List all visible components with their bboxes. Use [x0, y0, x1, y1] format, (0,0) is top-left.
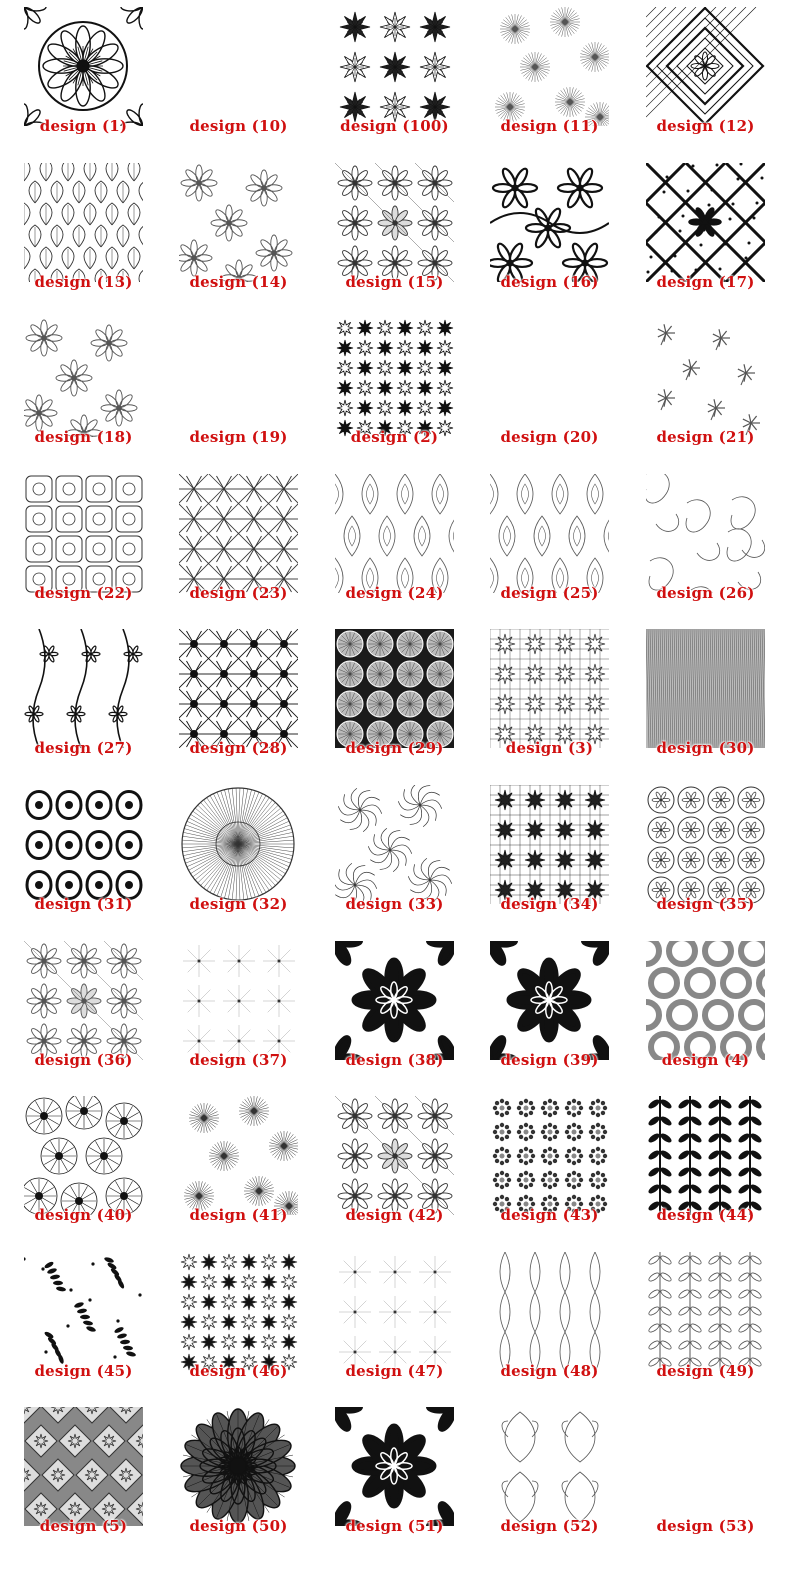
- design-label: design (32): [189, 895, 288, 913]
- pattern-thumbnail[interactable]: [335, 785, 454, 904]
- gallery-item-design-34[interactable]: [466, 778, 621, 933]
- pattern-image: [335, 7, 454, 126]
- gallery-item-design-39[interactable]: [466, 934, 621, 1089]
- gallery-item-design-35[interactable]: [622, 778, 777, 933]
- gallery-item-design-26[interactable]: [622, 467, 777, 622]
- pattern-image: [24, 941, 143, 1060]
- design-label: design (19): [189, 428, 288, 446]
- pattern-thumbnail[interactable]: [335, 1407, 454, 1526]
- gallery-item-design-47[interactable]: [311, 1245, 466, 1400]
- design-label: design (25): [500, 584, 599, 602]
- gallery-item-design-10[interactable]: [155, 0, 310, 155]
- design-label: design (53): [656, 1517, 755, 1535]
- design-label: design (26): [656, 584, 755, 602]
- pattern-thumbnail[interactable]: [335, 941, 454, 1060]
- pattern-image: [179, 1096, 298, 1215]
- gallery-item-design-2[interactable]: [311, 311, 466, 466]
- pattern-thumbnail[interactable]: [24, 318, 143, 437]
- pattern-thumbnail[interactable]: [646, 785, 765, 904]
- gallery-item-design-20[interactable]: [466, 311, 621, 466]
- design-label: design (15): [345, 273, 444, 291]
- gallery-item-design-31[interactable]: [0, 778, 155, 933]
- pattern-image: [179, 163, 298, 282]
- design-label: design (22): [34, 584, 133, 602]
- design-label: design (10): [189, 117, 288, 135]
- pattern-thumbnail[interactable]: [335, 163, 454, 282]
- design-label: design (17): [656, 273, 755, 291]
- pattern-image: [335, 785, 454, 904]
- gallery-item-design-3[interactable]: [466, 622, 621, 777]
- design-label: design (28): [189, 739, 288, 757]
- design-label: design (38): [345, 1051, 444, 1069]
- pattern-thumbnail[interactable]: [179, 318, 298, 437]
- design-label: design (52): [500, 1517, 599, 1535]
- pattern-image: [490, 474, 609, 593]
- pattern-image: [24, 474, 143, 593]
- pattern-image: [179, 629, 298, 748]
- pattern-thumbnail[interactable]: [24, 1407, 143, 1526]
- design-label: design (51): [345, 1517, 444, 1535]
- pattern-image: [490, 163, 609, 282]
- pattern-image: [179, 941, 298, 1060]
- design-label: design (34): [500, 895, 599, 913]
- design-label: design (41): [189, 1206, 288, 1224]
- gallery-item-design-38[interactable]: [311, 934, 466, 1089]
- pattern-thumbnail[interactable]: [179, 629, 298, 748]
- pattern-image: [179, 7, 298, 126]
- gallery-item-design-36[interactable]: [0, 934, 155, 1089]
- gallery-item-design-33[interactable]: [311, 778, 466, 933]
- pattern-image: [335, 1096, 454, 1215]
- pattern-thumbnail[interactable]: [179, 941, 298, 1060]
- pattern-thumbnail[interactable]: [490, 318, 609, 437]
- gallery-item-design-40[interactable]: [0, 1089, 155, 1244]
- gallery-item-design-14[interactable]: [155, 156, 310, 311]
- gallery-item-design-12[interactable]: [622, 0, 777, 155]
- pattern-image: [24, 629, 143, 748]
- design-label: design (40): [34, 1206, 133, 1224]
- pattern-image: [24, 318, 143, 437]
- pattern-thumbnail[interactable]: [646, 629, 765, 748]
- pattern-image: [179, 474, 298, 593]
- pattern-image: [490, 1252, 609, 1371]
- design-label: design (29): [345, 739, 444, 757]
- pattern-thumbnail[interactable]: [335, 474, 454, 593]
- gallery-item-design-13[interactable]: [0, 156, 155, 311]
- gallery-item-design-42[interactable]: [311, 1089, 466, 1244]
- pattern-image: [490, 1096, 609, 1215]
- design-label: design (42): [345, 1206, 444, 1224]
- gallery-item-design-46[interactable]: [155, 1245, 310, 1400]
- design-label: design (35): [656, 895, 755, 913]
- pattern-thumbnail[interactable]: [179, 1096, 298, 1215]
- gallery-item-design-37[interactable]: [155, 934, 310, 1089]
- pattern-thumbnail[interactable]: [490, 474, 609, 593]
- design-label: design (2): [350, 428, 439, 446]
- design-label: design (14): [189, 273, 288, 291]
- pattern-image: [335, 629, 454, 748]
- pattern-thumbnail[interactable]: [646, 318, 765, 437]
- pattern-thumbnail[interactable]: [490, 1252, 609, 1371]
- pattern-image: [490, 785, 609, 904]
- gallery-item-design-1[interactable]: [0, 0, 155, 155]
- pattern-image: [490, 1407, 609, 1526]
- pattern-thumbnail[interactable]: [179, 7, 298, 126]
- pattern-thumbnail[interactable]: [24, 941, 143, 1060]
- pattern-thumbnail[interactable]: [646, 1252, 765, 1371]
- pattern-image: [179, 785, 298, 904]
- gallery-item-design-11[interactable]: [466, 0, 621, 155]
- gallery-item-design-5[interactable]: [0, 1400, 155, 1555]
- design-label: design (33): [345, 895, 444, 913]
- pattern-image: [490, 7, 609, 126]
- gallery-item-design-24[interactable]: [311, 467, 466, 622]
- pattern-image: [646, 941, 765, 1060]
- pattern-thumbnail[interactable]: [646, 941, 765, 1060]
- gallery-item-design-53[interactable]: [622, 1400, 777, 1555]
- pattern-thumbnail[interactable]: [646, 163, 765, 282]
- gallery-item-design-18[interactable]: [0, 311, 155, 466]
- pattern-thumbnail[interactable]: [179, 1252, 298, 1371]
- pattern-thumbnail[interactable]: [24, 7, 143, 126]
- design-label: design (37): [189, 1051, 288, 1069]
- pattern-image: [646, 7, 765, 126]
- pattern-thumbnail[interactable]: [646, 7, 765, 126]
- pattern-image: [24, 1096, 143, 1215]
- pattern-thumbnail[interactable]: [335, 318, 454, 437]
- design-label: design (47): [345, 1362, 444, 1380]
- design-label: design (43): [500, 1206, 599, 1224]
- pattern-thumbnail[interactable]: [335, 1096, 454, 1215]
- pattern-thumbnail[interactable]: [490, 7, 609, 126]
- gallery-item-design-50[interactable]: [155, 1400, 310, 1555]
- design-label: design (50): [189, 1517, 288, 1535]
- gallery-item-design-23[interactable]: [155, 467, 310, 622]
- pattern-image: [490, 318, 609, 437]
- pattern-image: [179, 1252, 298, 1371]
- pattern-image: [24, 1252, 143, 1371]
- design-label: design (24): [345, 584, 444, 602]
- pattern-thumbnail[interactable]: [335, 629, 454, 748]
- gallery-item-design-4[interactable]: [622, 934, 777, 1089]
- pattern-thumbnail[interactable]: [24, 785, 143, 904]
- gallery-item-design-45[interactable]: [0, 1245, 155, 1400]
- design-label: design (5): [39, 1517, 128, 1535]
- design-label: design (12): [656, 117, 755, 135]
- gallery-item-design-22[interactable]: [0, 467, 155, 622]
- pattern-image: [646, 785, 765, 904]
- gallery-item-design-19[interactable]: [155, 311, 310, 466]
- pattern-image: [24, 163, 143, 282]
- pattern-image: [646, 1096, 765, 1215]
- gallery-item-design-41[interactable]: [155, 1089, 310, 1244]
- gallery-item-design-27[interactable]: [0, 622, 155, 777]
- design-label: design (27): [34, 739, 133, 757]
- gallery-item-design-32[interactable]: [155, 778, 310, 933]
- pattern-thumbnail[interactable]: [490, 629, 609, 748]
- pattern-image: [24, 785, 143, 904]
- pattern-thumbnail[interactable]: [24, 474, 143, 593]
- pattern-thumbnail[interactable]: [179, 785, 298, 904]
- pattern-thumbnail[interactable]: [490, 1407, 609, 1526]
- pattern-image: [646, 1407, 765, 1526]
- design-label: design (48): [500, 1362, 599, 1380]
- design-label: design (1): [39, 117, 128, 135]
- pattern-image: [490, 629, 609, 748]
- pattern-image: [335, 163, 454, 282]
- gallery-item-design-21[interactable]: [622, 311, 777, 466]
- pattern-image: [646, 474, 765, 593]
- design-label: design (16): [500, 273, 599, 291]
- gallery-item-design-28[interactable]: [155, 622, 310, 777]
- pattern-image: [646, 318, 765, 437]
- pattern-image: [335, 318, 454, 437]
- design-label: design (100): [340, 117, 449, 135]
- pattern-image: [335, 474, 454, 593]
- design-label: design (30): [656, 739, 755, 757]
- pattern-image: [335, 1407, 454, 1526]
- pattern-image: [24, 7, 143, 126]
- pattern-image: [24, 1407, 143, 1526]
- pattern-image: [335, 941, 454, 1060]
- pattern-image: [490, 941, 609, 1060]
- pattern-thumbnail[interactable]: [335, 7, 454, 126]
- pattern-thumbnail[interactable]: [646, 1096, 765, 1215]
- pattern-image: [335, 1252, 454, 1371]
- design-label: design (23): [189, 584, 288, 602]
- pattern-thumbnail[interactable]: [335, 1252, 454, 1371]
- gallery-item-design-17[interactable]: [622, 156, 777, 311]
- pattern-thumbnail[interactable]: [179, 163, 298, 282]
- design-label: design (46): [189, 1362, 288, 1380]
- pattern-thumbnail[interactable]: [646, 1407, 765, 1526]
- gallery-item-design-51[interactable]: [311, 1400, 466, 1555]
- pattern-thumbnail[interactable]: [179, 474, 298, 593]
- design-label: design (21): [656, 428, 755, 446]
- pattern-image: [646, 1252, 765, 1371]
- gallery-item-design-29[interactable]: [311, 622, 466, 777]
- design-label: design (31): [34, 895, 133, 913]
- pattern-thumbnail[interactable]: [646, 474, 765, 593]
- gallery-item-design-49[interactable]: [622, 1245, 777, 1400]
- design-label: design (4): [661, 1051, 750, 1069]
- pattern-thumbnail[interactable]: [24, 1252, 143, 1371]
- gallery-item-design-100[interactable]: [311, 0, 466, 155]
- design-label: design (36): [34, 1051, 133, 1069]
- design-label: design (18): [34, 428, 133, 446]
- design-label: design (45): [34, 1362, 133, 1380]
- gallery-item-design-52[interactable]: [466, 1400, 621, 1555]
- pattern-image: [646, 163, 765, 282]
- gallery-item-design-25[interactable]: [466, 467, 621, 622]
- design-label: design (11): [500, 117, 599, 135]
- pattern-thumbnail[interactable]: [179, 1407, 298, 1526]
- design-label: design (39): [500, 1051, 599, 1069]
- pattern-image: [179, 1407, 298, 1526]
- pattern-image: [179, 318, 298, 437]
- gallery-item-design-48[interactable]: [466, 1245, 621, 1400]
- gallery-item-design-44[interactable]: [622, 1089, 777, 1244]
- pattern-thumbnail[interactable]: [24, 163, 143, 282]
- pattern-thumbnail[interactable]: [24, 629, 143, 748]
- design-label: design (13): [34, 273, 133, 291]
- design-label: design (3): [505, 739, 594, 757]
- gallery-item-design-15[interactable]: [311, 156, 466, 311]
- design-label: design (44): [656, 1206, 755, 1224]
- pattern-thumbnail[interactable]: [490, 1096, 609, 1215]
- gallery-item-design-43[interactable]: [466, 1089, 621, 1244]
- gallery-item-design-30[interactable]: [622, 622, 777, 777]
- design-label: design (49): [656, 1362, 755, 1380]
- design-label: design (20): [500, 428, 599, 446]
- gallery-item-design-16[interactable]: [466, 156, 621, 311]
- pattern-thumbnail[interactable]: [24, 1096, 143, 1215]
- pattern-thumbnail[interactable]: [490, 163, 609, 282]
- pattern-thumbnail[interactable]: [490, 941, 609, 1060]
- pattern-thumbnail[interactable]: [490, 785, 609, 904]
- pattern-image: [646, 629, 765, 748]
